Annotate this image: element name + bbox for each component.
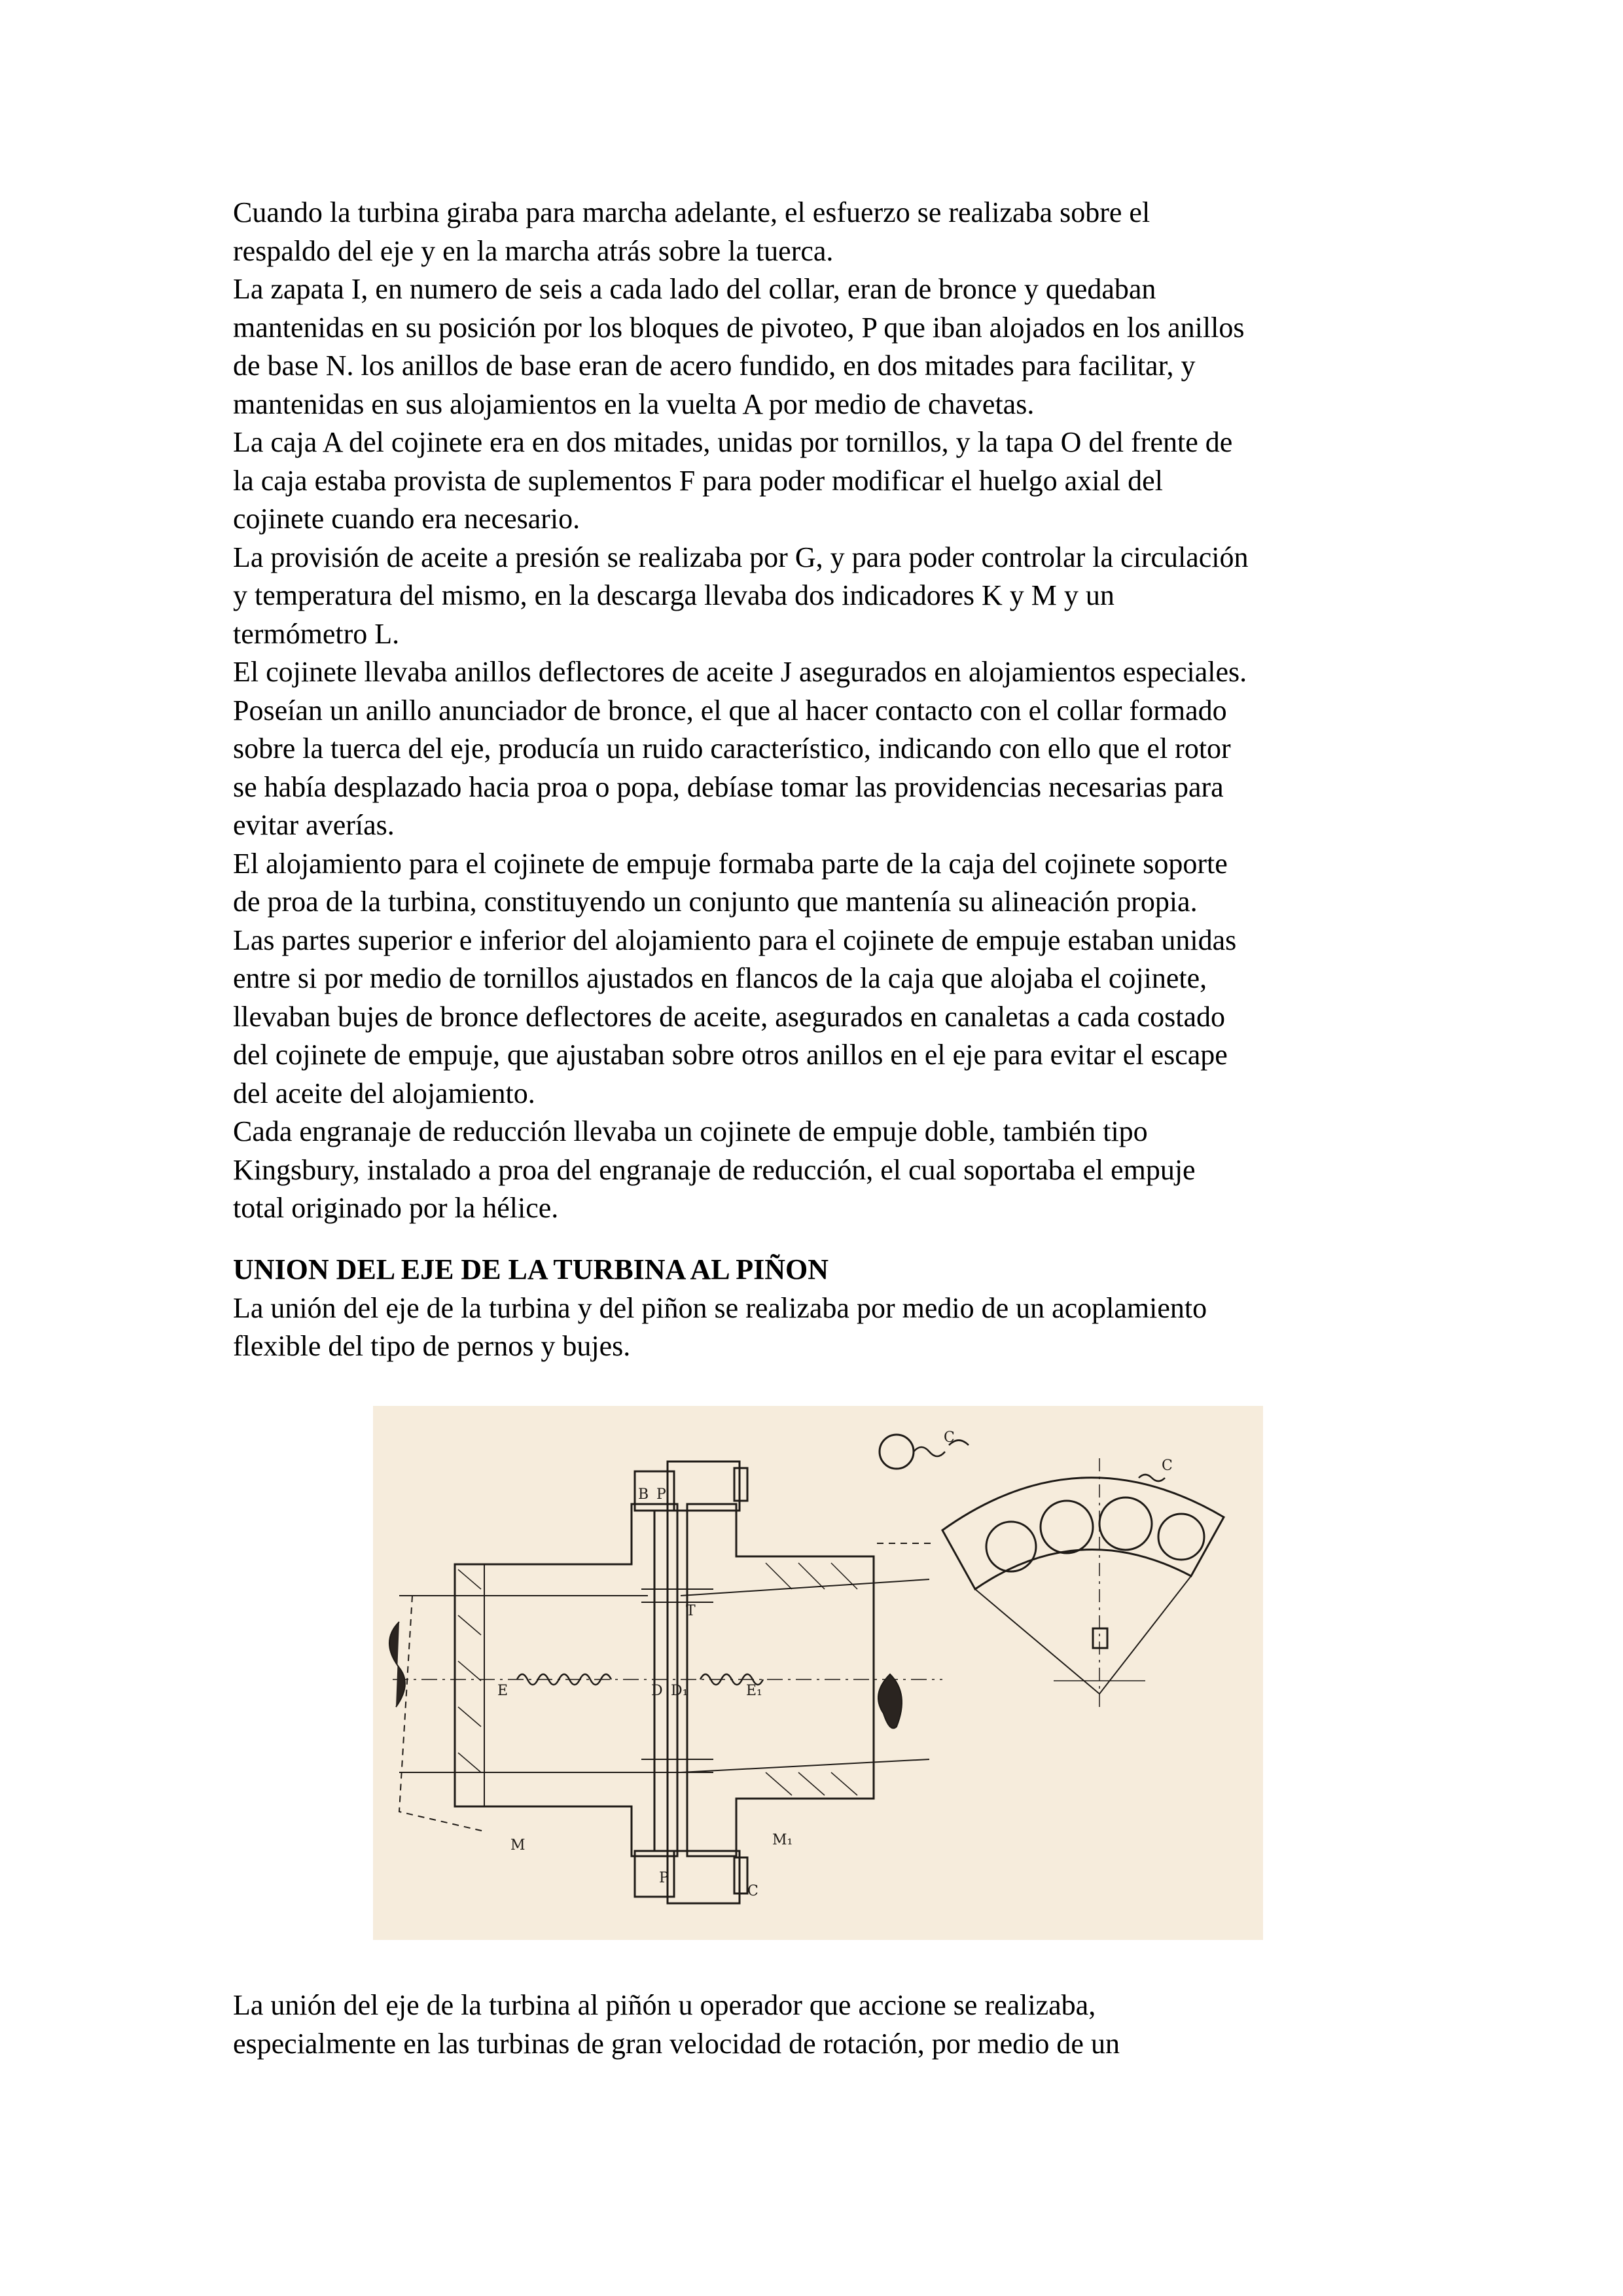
text-line: El cojinete llevaba anillos deflectores de aceite J asegurados en alojamientos especiales. [233, 656, 1247, 688]
label-p-top: P [656, 1486, 666, 1503]
right-coupling-half [687, 1504, 874, 1856]
coupling-diagram [373, 1406, 1263, 1940]
text-line: del cojinete de empuje, que ajustaban sobre otros anillos en el eje para evitar el escape [233, 1039, 1228, 1071]
label-c-top: C [944, 1429, 955, 1446]
label-e1: E₁ [746, 1683, 762, 1699]
text-line: la caja estaba provista de suplementos F para poder modificar el huelgo axial del [233, 464, 1163, 497]
label-t: T [686, 1603, 696, 1619]
section-heading: UNION DEL EJE DE LA TURBINA AL PIÑON [233, 1253, 829, 1285]
text-line: Kingsbury, instalado a proa del engranaje de reducción, el cual soportaba el empuje [233, 1153, 1196, 1186]
text-line: La unión del eje de la turbina al piñón u operador que accione se realizaba, [233, 1989, 1096, 2021]
text-line: La provisión de aceite a presión se realizaba por G, y para poder controlar la circulación [233, 541, 1249, 573]
text-line: y temperatura del mismo, en la descarga llevaba dos indicadores K y M y un [233, 579, 1115, 611]
label-b: B [638, 1486, 649, 1503]
text-line: sobre la tuerca del eje, producía un ruido característico, indicando con ello que el rotor [233, 732, 1231, 764]
label-m1: M₁ [772, 1832, 793, 1848]
text-line: total originado por la hélice. [233, 1192, 559, 1224]
text-line: llevaban bujes de bronce deflectores de aceite, asegurados en canaletas a cada costado [233, 1000, 1226, 1033]
text-line: evitar averías. [233, 809, 395, 841]
text-line: La caja A del cojinete era en dos mitades, unidas por tornillos, y la tapa O del frente de [233, 426, 1233, 458]
label-d1: D₁ [671, 1683, 688, 1699]
coupling-diagram-figure [373, 1406, 1263, 1940]
text-line: La zapata I, en numero de seis a cada lado del collar, eran de bronce y quedaban [233, 273, 1156, 305]
label-e: E [497, 1683, 508, 1699]
label-c-bottom: C [747, 1883, 758, 1899]
text-line: respaldo del eje y en la marcha atrás sobre la tuerca. [233, 234, 834, 267]
sector-detail [880, 1435, 1224, 1707]
text-line: Cada engranaje de reducción llevaba un cojinete de empuje doble, también tipo [233, 1115, 1148, 1147]
text-line: Poseían un anillo anunciador de bronce, el que al hacer contacto con el collar formado [233, 694, 1227, 726]
text-line: del aceite del alojamiento. [233, 1077, 535, 1109]
text-line: mantenidas en su posición por los bloques de pivoteo, P que iban alojados en los anillos [233, 311, 1245, 344]
text-line: termómetro L. [233, 617, 400, 650]
text-line: de proa de la turbina, constituyendo un conjunto que mantenía su alineación propia. [233, 886, 1198, 918]
text-line: de base N. los anillos de base eran de acero fundido, en dos mitades para facilitar, y [233, 350, 1196, 382]
label-c-arc: C [1162, 1458, 1173, 1474]
text-line: La unión del eje de la turbina y del piñon se realizaba por medio de un acoplamiento [233, 1291, 1207, 1324]
left-coupling-half [455, 1504, 677, 1856]
text-line: entre si por medio de tornillos ajustados en flancos de la caja que alojaba el cojinete, [233, 962, 1207, 994]
center-disk [654, 1511, 668, 1851]
text-line: mantenidas en sus alojamientos en la vuelta A por medio de chavetas. [233, 387, 1035, 420]
shaft-break-left [389, 1622, 405, 1707]
text-line: se había desplazado hacia proa o popa, debíase tomar las providencias necesarias para [233, 770, 1224, 803]
shaft-break-right [878, 1674, 902, 1729]
body-text-bottom [233, 1986, 1411, 2063]
text-line: especialmente en las turbinas de gran velocidad de rotación, por medio de un [233, 2027, 1120, 2060]
text-line: El alojamiento para el cojinete de empuje formaba parte de la caja del cojinete soporte [233, 847, 1228, 880]
text-line: Cuando la turbina giraba para marcha adelante, el esfuerzo se realizaba sobre el [233, 196, 1150, 228]
body-text-top [233, 194, 1411, 1228]
text-line: flexible del tipo de pernos y bujes. [233, 1330, 631, 1362]
text-line: Las partes superior e inferior del alojamiento para el cojinete de empuje estaban unidas [233, 924, 1237, 956]
label-p-bottom: P [659, 1870, 669, 1886]
text-line: cojinete cuando era necesario. [233, 503, 580, 535]
label-d: D [651, 1683, 663, 1699]
section-coupling [233, 1251, 1411, 1366]
label-m: M [510, 1837, 526, 1854]
